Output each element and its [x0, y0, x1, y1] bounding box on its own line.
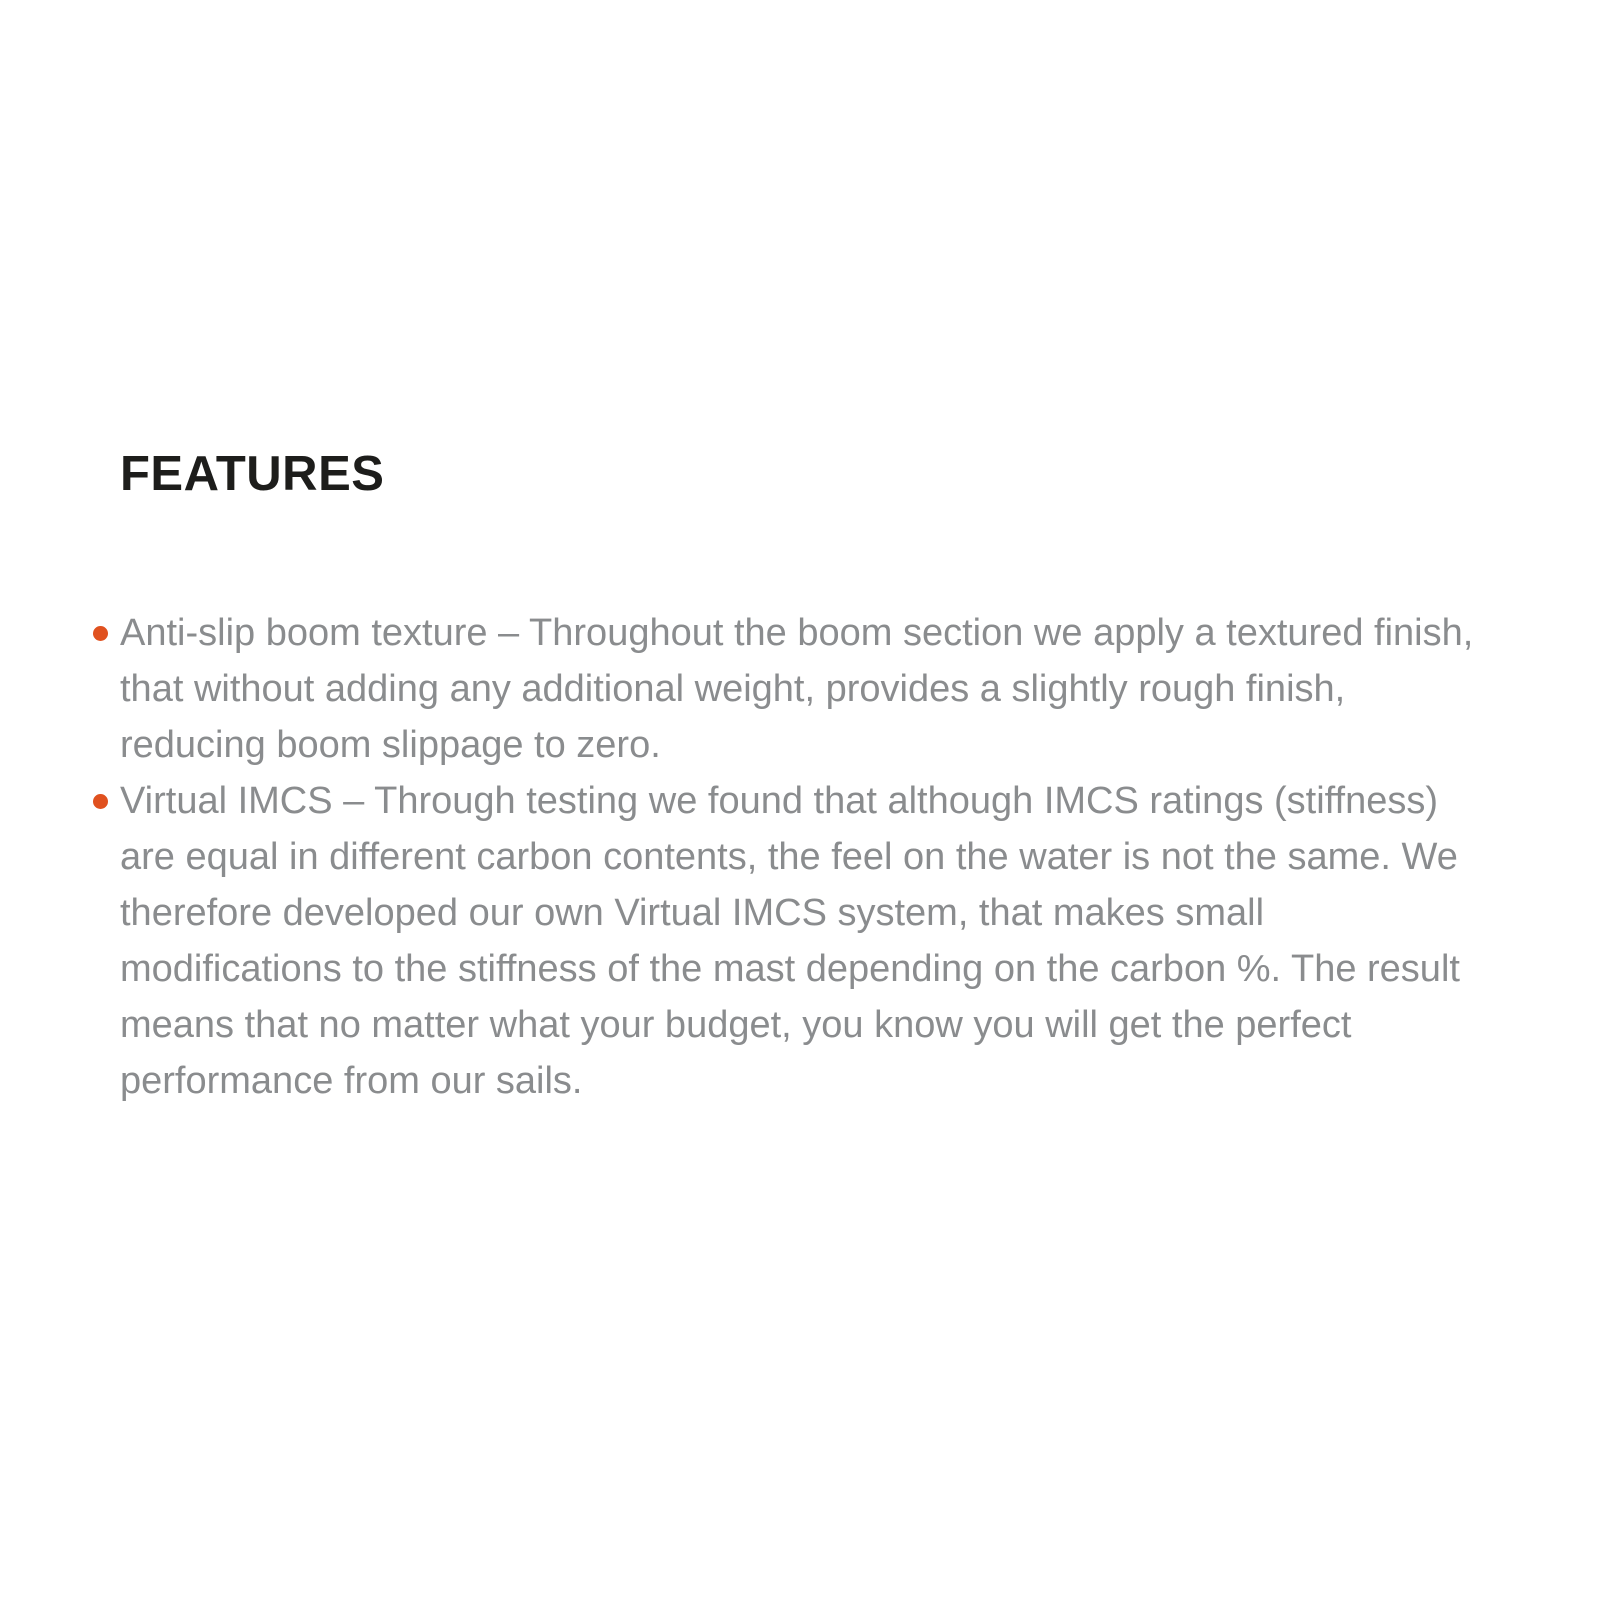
bullet-dot-icon — [93, 794, 108, 809]
features-list — [120, 605, 1495, 1109]
features-heading: FEATURES — [120, 447, 385, 501]
feature-item-text: Virtual IMCS – Through testing we found that although IMCS ratings (stiffness) are equal in different carbon contents, the feel on the water is not the same. We therefore developed our own Virtual IMCS system, that makes small modifications to the stiffness of the mast depending on the carbon %. The result means that no matter what your budget, you know you will get the perfect performance from our sails. — [120, 780, 1460, 1102]
features-section — [120, 447, 1495, 1109]
feature-item-text: Anti-slip boom texture – Throughout the boom section we apply a textured finish, that without adding any additional weight, provides a slightly rough finish, reducing boom slippage to zero. — [120, 612, 1474, 766]
feature-item — [120, 605, 1495, 773]
feature-item — [120, 773, 1495, 1109]
bullet-dot-icon — [93, 626, 108, 641]
